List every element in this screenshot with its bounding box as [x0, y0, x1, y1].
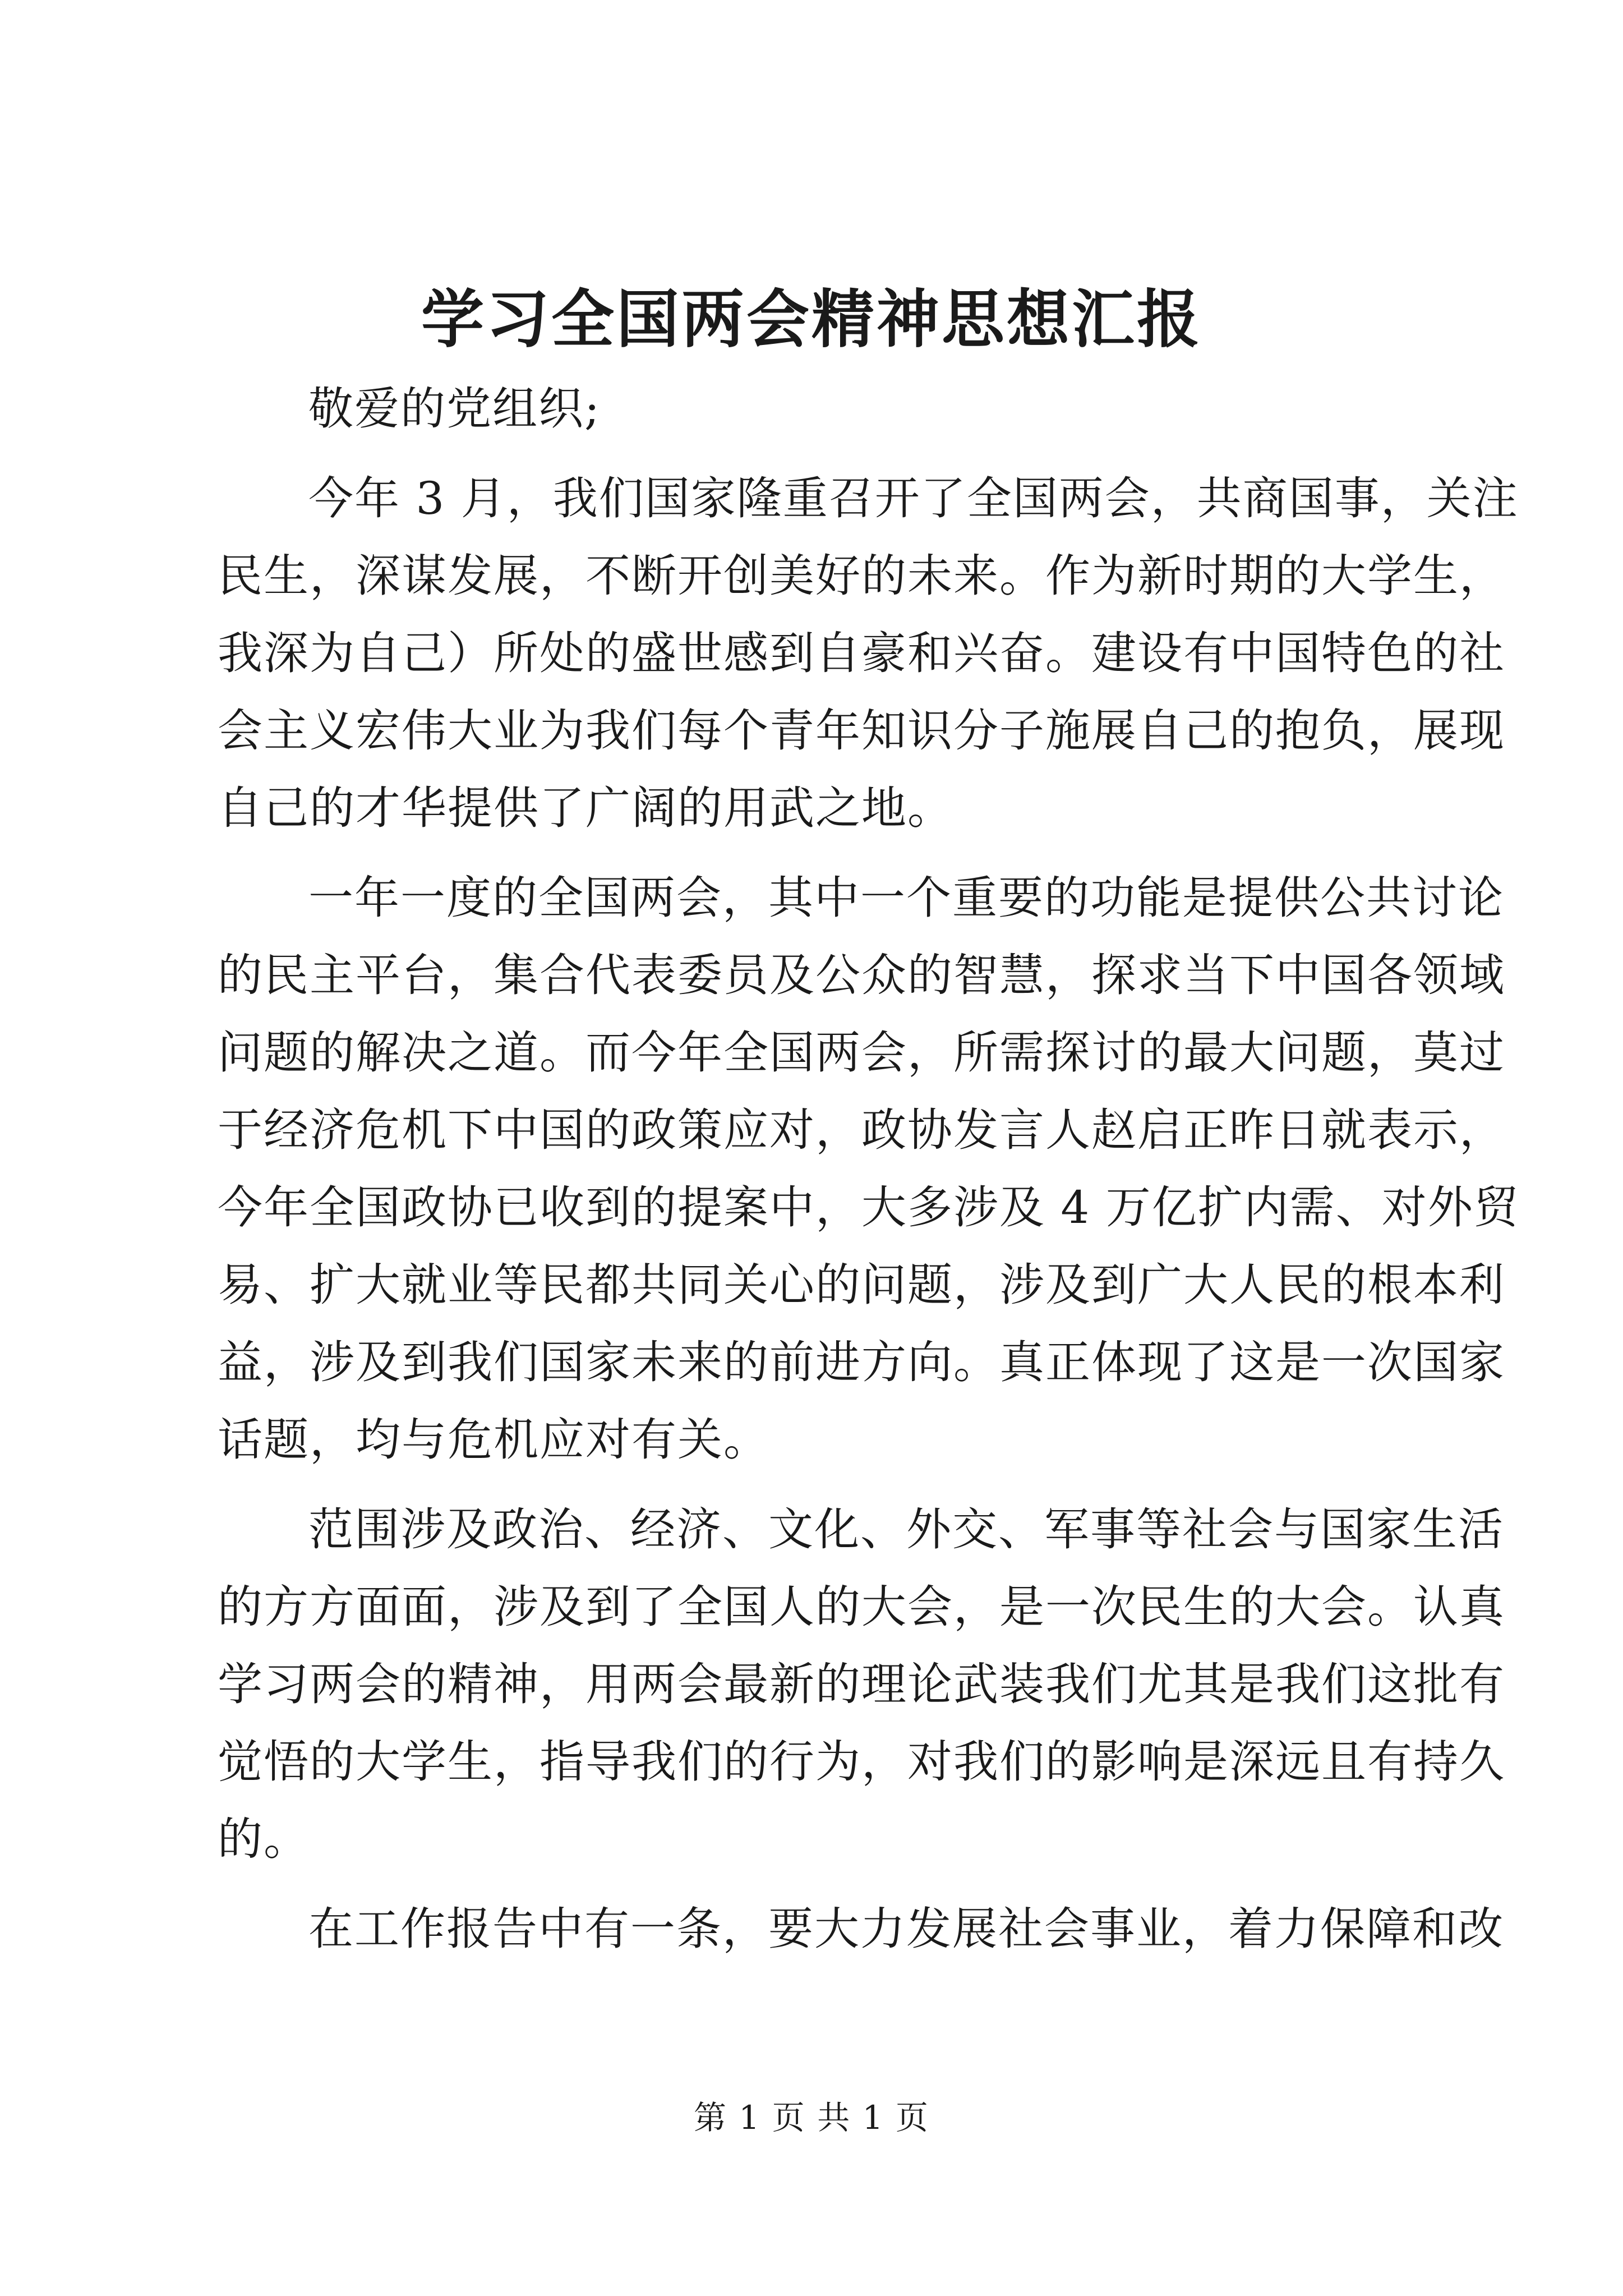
salutation: 敬爱的党组织; [308, 383, 601, 435]
paragraph-1-line-2: 民生，深谋发展，不断开创美好的未来。作为新时期的大学生， [218, 550, 1505, 602]
paragraph-4-line-1: 在工作报告中有一条，要大力发展社会事业，着力保障和改 [308, 1903, 1504, 1955]
paragraph-3-line-5: 的。 [218, 1813, 310, 1865]
paragraph-2-line-6: 易、扩大就业等民都共同关心的问题，涉及到广大人民的根本利 [218, 1259, 1505, 1311]
paragraph-2-line-5: 今年全国政协已收到的提案中，大多涉及 4 万亿扩内需、对外贸 [218, 1181, 1520, 1234]
paragraph-1-line-1: 今年 3 月，我们国家隆重召开了全国两会，共商国事，关注 [308, 472, 1519, 524]
paragraph-2-line-4: 于经济危机下中国的政策应对，政协发言人赵启正昨日就表示， [218, 1104, 1505, 1156]
paragraph-1-line-5: 自己的才华提供了广阔的用武之地。 [218, 782, 953, 834]
paragraph-2-line-7: 益，涉及到我们国家未来的前进方向。真正体现了这是一次国家 [218, 1336, 1505, 1388]
document-title: 学习全国两会精神思想汇报 [421, 283, 1202, 356]
paragraph-1-line-3: 我深为自己）所处的盛世感到自豪和兴奋。建设有中国特色的社 [218, 627, 1505, 679]
document-body [218, 370, 1520, 1968]
paragraph-3-line-2: 的方方面面，涉及到了全国人的大会，是一次民生的大会。认真 [218, 1581, 1505, 1633]
paragraph-3-line-4: 觉悟的大学生，指导我们的行为，对我们的影响是深远且有持久 [218, 1736, 1505, 1788]
paragraph-3-line-3: 学习两会的精神，用两会最新的理论武装我们尤其是我们这批有 [218, 1658, 1505, 1710]
paragraph-2-line-2: 的民主平台，集合代表委员及公众的智慧，探求当下中国各领域 [218, 949, 1505, 1001]
paragraph-2-line-1: 一年一度的全国两会，其中一个重要的功能是提供公共讨论 [308, 872, 1504, 924]
paragraph-1-line-4: 会主义宏伟大业为我们每个青年知识分子施展自己的抱负，展现 [218, 705, 1505, 757]
page-footer: 第 1 页 共 1 页 [694, 2099, 929, 2137]
paragraph-3-line-1: 范围涉及政治、经济、文化、外交、军事等社会与国家生活 [308, 1503, 1504, 1556]
paragraph-2-line-8: 话题，均与危机应对有关。 [218, 1414, 769, 1466]
paragraph-2-line-3: 问题的解决之道。而今年全国两会，所需探讨的最大问题，莫过 [218, 1027, 1505, 1079]
